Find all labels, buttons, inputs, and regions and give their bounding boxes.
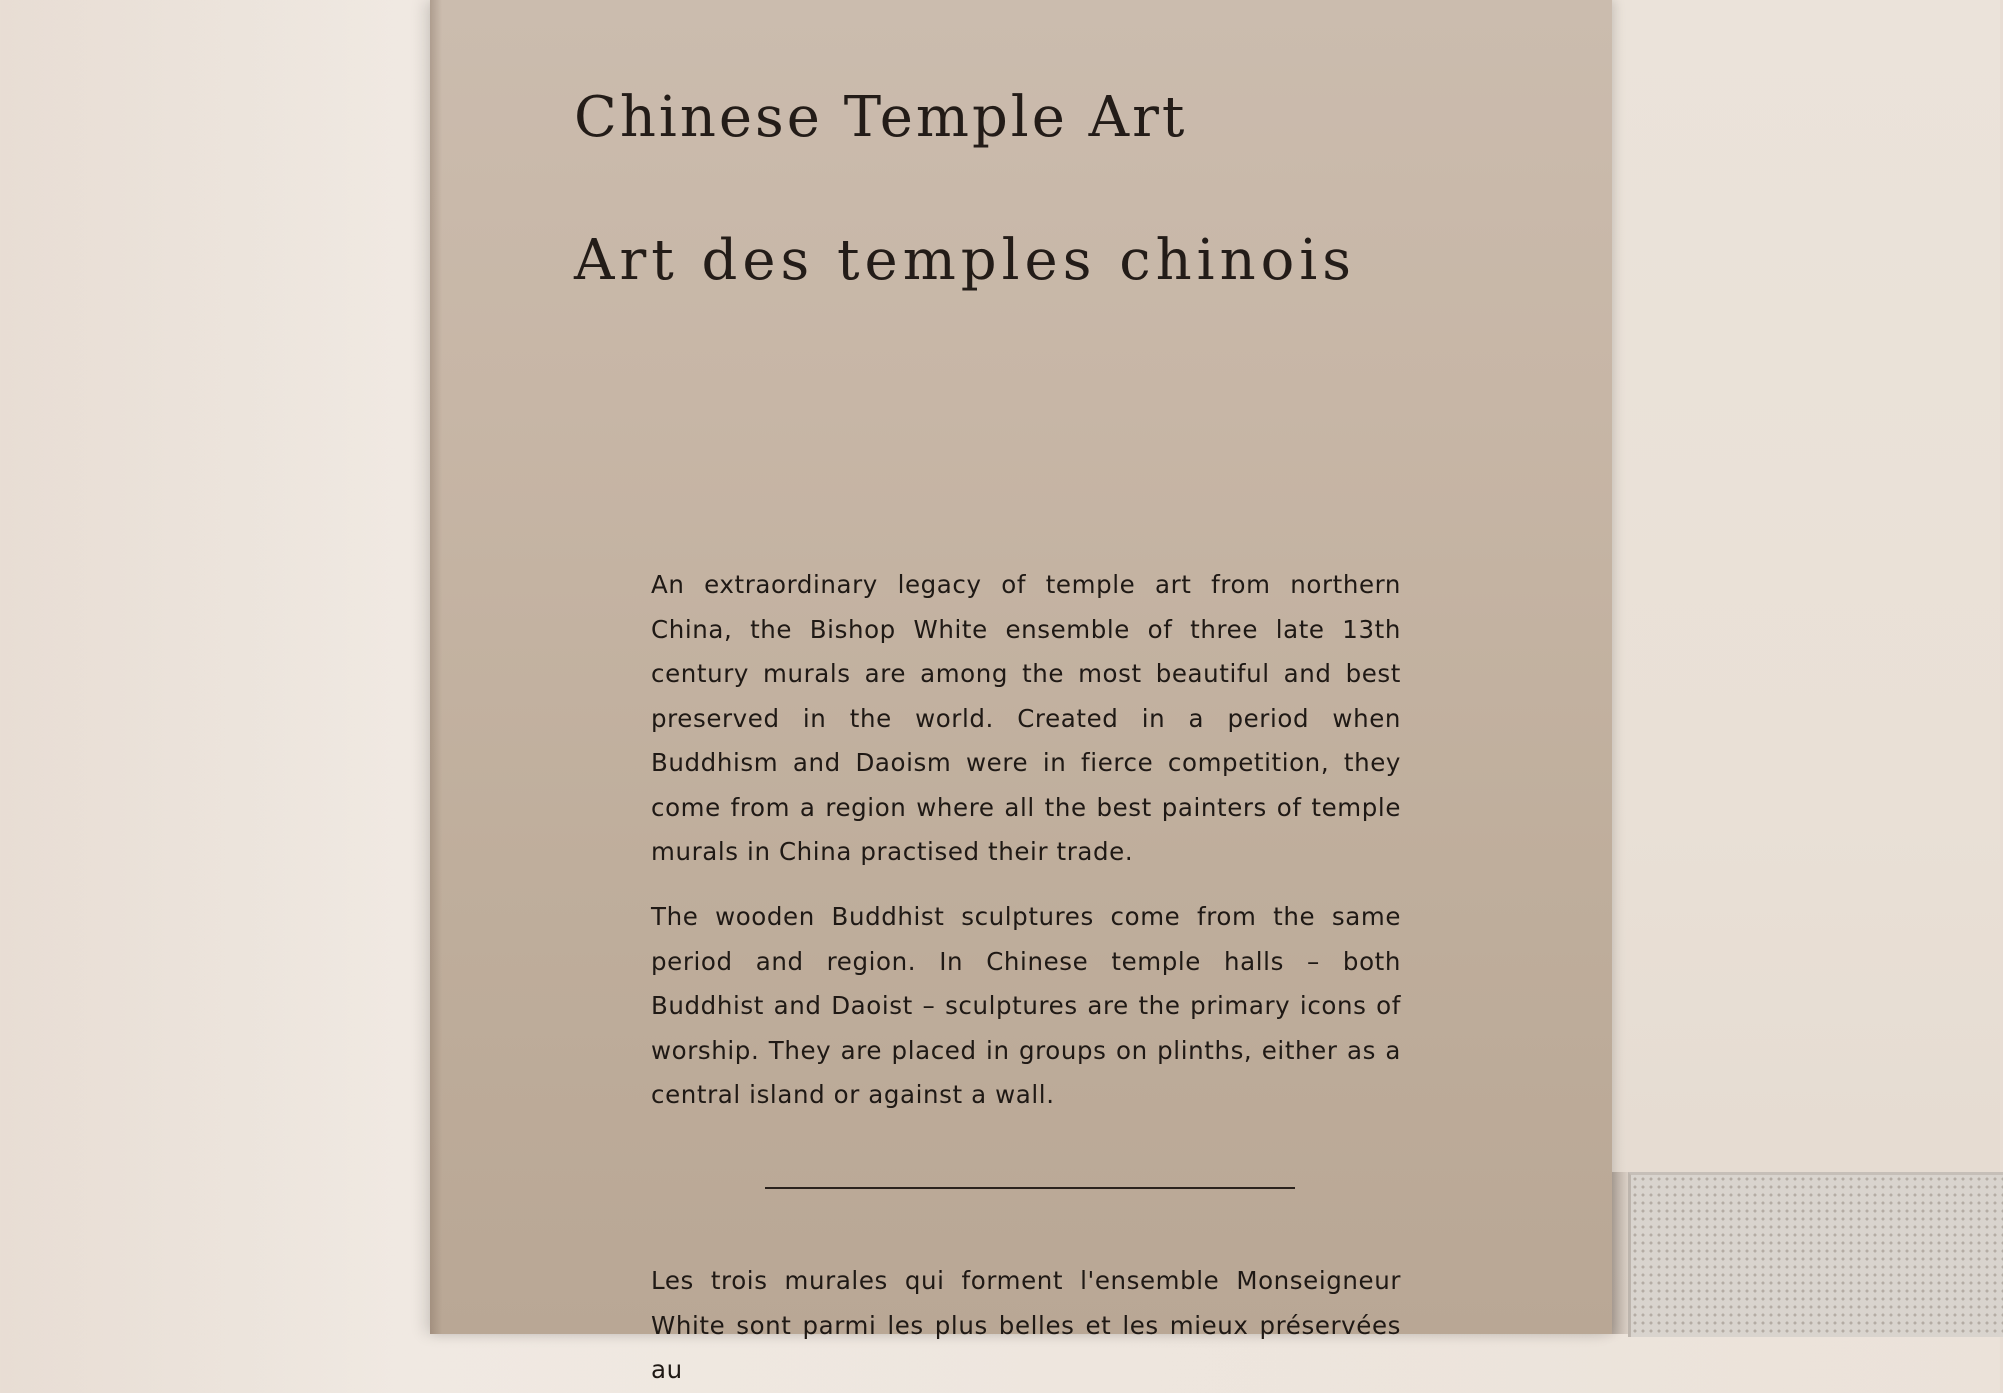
panel-edge-shadow: [430, 0, 442, 1334]
sign-title-english: Chinese Temple Art: [574, 85, 1188, 150]
language-divider: [765, 1187, 1295, 1189]
perforated-vent: [1628, 1172, 2003, 1337]
gallery-wall: [1610, 0, 2000, 1334]
sign-paragraph-2: The wooden Buddhist sculptures come from the same period and region. In Chinese temple halls – both Buddhist and Daoist – sculptures are the primary icons of worship. They are placed in groups on plinths, either as a central island or against a wall.: [651, 902, 1401, 1109]
sign-paragraph-1: An extraordinary legacy of temple art from northern China, the Bishop White ensemble of three late 13th century murals are among the most beautiful and best preserved in the world. Created in a period when Buddhism and Daoism were in fierce competition, they come from a region where all the best painters of temple murals in China practised their trade.: [651, 570, 1401, 866]
sign-paragraph-french: Les trois murales qui forment l'ensemble Monseigneur White sont parmi les plus belles et les mieux préservées au: [651, 1266, 1401, 1384]
sign-title-french: Art des temples chinois: [574, 228, 1356, 293]
